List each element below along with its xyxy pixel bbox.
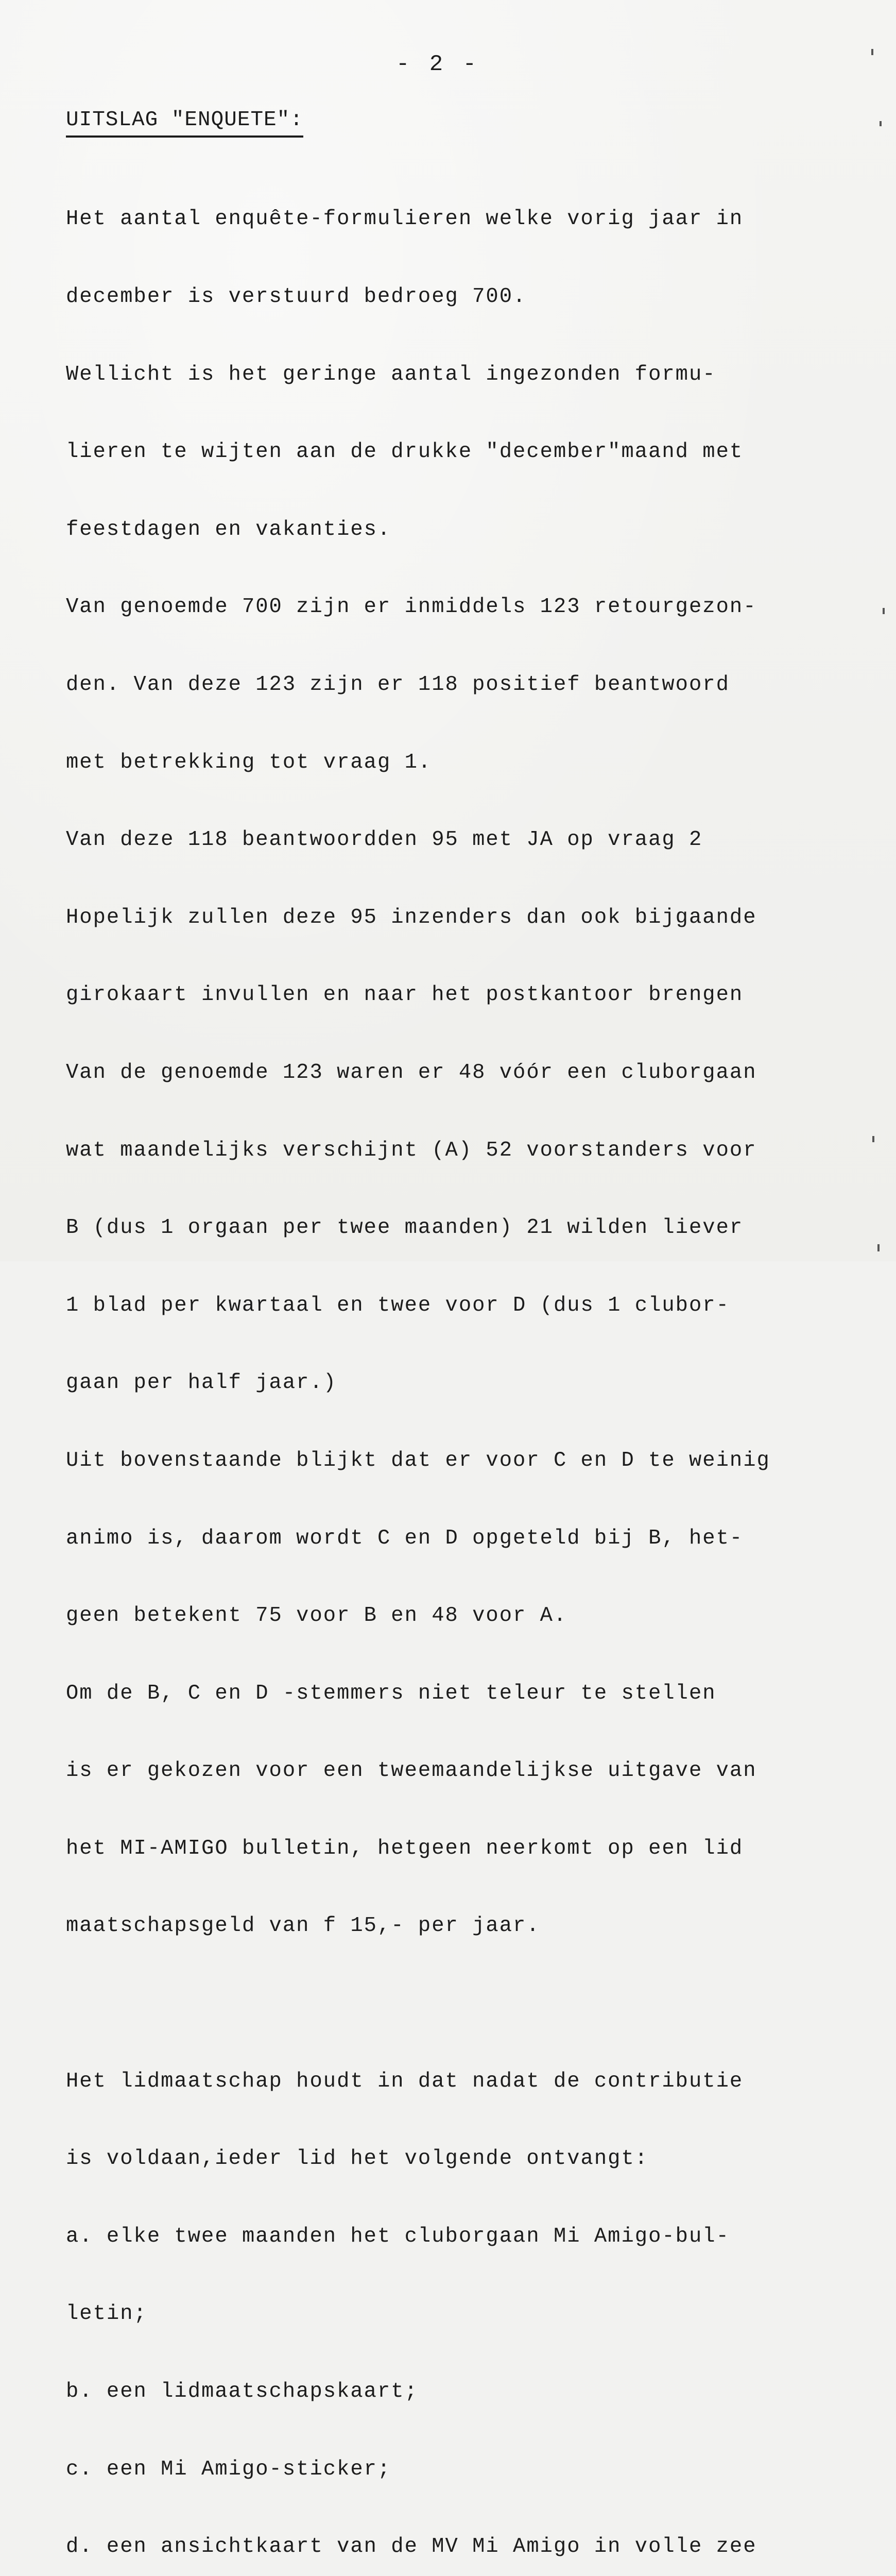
text-line: Uit bovenstaande blijkt dat er voor C en D te weinig [66,1448,770,1472]
text-line: Het aantal enquête-formulieren welke vorig jaar in [66,207,744,231]
text-line: maatschapsgeld van f 15,- per jaar. [66,1914,540,1938]
text-line: Het lidmaatschap houdt in dat nadat de contributie [66,2069,744,2093]
text-line: Van genoemde 700 zijn er inmiddels 123 retourgezon- [66,595,757,619]
text-line: 1 blad per kwartaal en twee voor D (dus 1 clubor- [66,1293,730,1317]
text-line: b. een lidmaatschapskaart; [66,2380,418,2404]
text-line: Wellicht is het geringe aantal ingezonden formu- [66,362,716,386]
text-line: Van de genoemde 123 waren er 48 vóór een cluborgaan [66,1060,757,1084]
page-number: - 2 - [395,52,480,77]
text-line: met betrekking tot vraag 1. [66,750,432,774]
margin-mark [877,1244,880,1251]
text-line: a. elke twee maanden het cluborgaan Mi Amigo-bul- [66,2224,730,2248]
margin-mark [871,49,873,55]
text-line: Van deze 118 beantwoordden 95 met JA op vraag 2 [66,828,703,852]
text-line: geen betekent 75 voor B en 48 voor A. [66,1604,567,1628]
text-line: is er gekozen voor een tweemaandelijkse uitgave van [66,1759,757,1783]
text-line: lieren te wijten aan de drukke "december"maand met [66,440,744,464]
text-line: B (dus 1 orgaan per twee maanden) 21 wilden liever [66,1216,744,1240]
text-line: den. Van deze 123 zijn er 118 positief beantwoord [66,672,730,697]
margin-mark [883,608,885,614]
text-line: het MI-AMIGO bulletin, hetgeen neerkomt op een lid [66,1836,744,1860]
text-line: december is verstuurd bedroeg 700. [66,285,527,309]
text-line: girokaart invullen en naar het postkantoor brengen [66,983,744,1007]
text-line: is voldaan,ieder lid het volgende ontvangt: [66,2147,649,2171]
section-heading: UITSLAG "ENQUETE": [66,106,303,138]
text-line: Om de B, C en D -stemmers niet teleur te stellen [66,1681,716,1705]
text-line: letin; [66,2302,147,2326]
text-line: d. een ansichtkaart van de MV Mi Amigo in volle zee [66,2535,757,2559]
text-line: wat maandelijks verschijnt (A) 52 voorstanders voor [66,1138,757,1162]
margin-mark [880,121,882,126]
body-text [66,155,880,2576]
text-line: gaan per half jaar.) [66,1371,337,1395]
text-line: c. een Mi Amigo-sticker; [66,2457,391,2481]
text-line: animo is, daarom wordt C en D opgeteld bij B, het- [66,1526,744,1550]
margin-mark [872,1136,874,1142]
text-line: Hopelijk zullen deze 95 inzenders dan ook bijgaande [66,905,757,929]
paragraph-gap [66,1991,880,2016]
text-line: feestdagen en vakanties. [66,517,391,541]
